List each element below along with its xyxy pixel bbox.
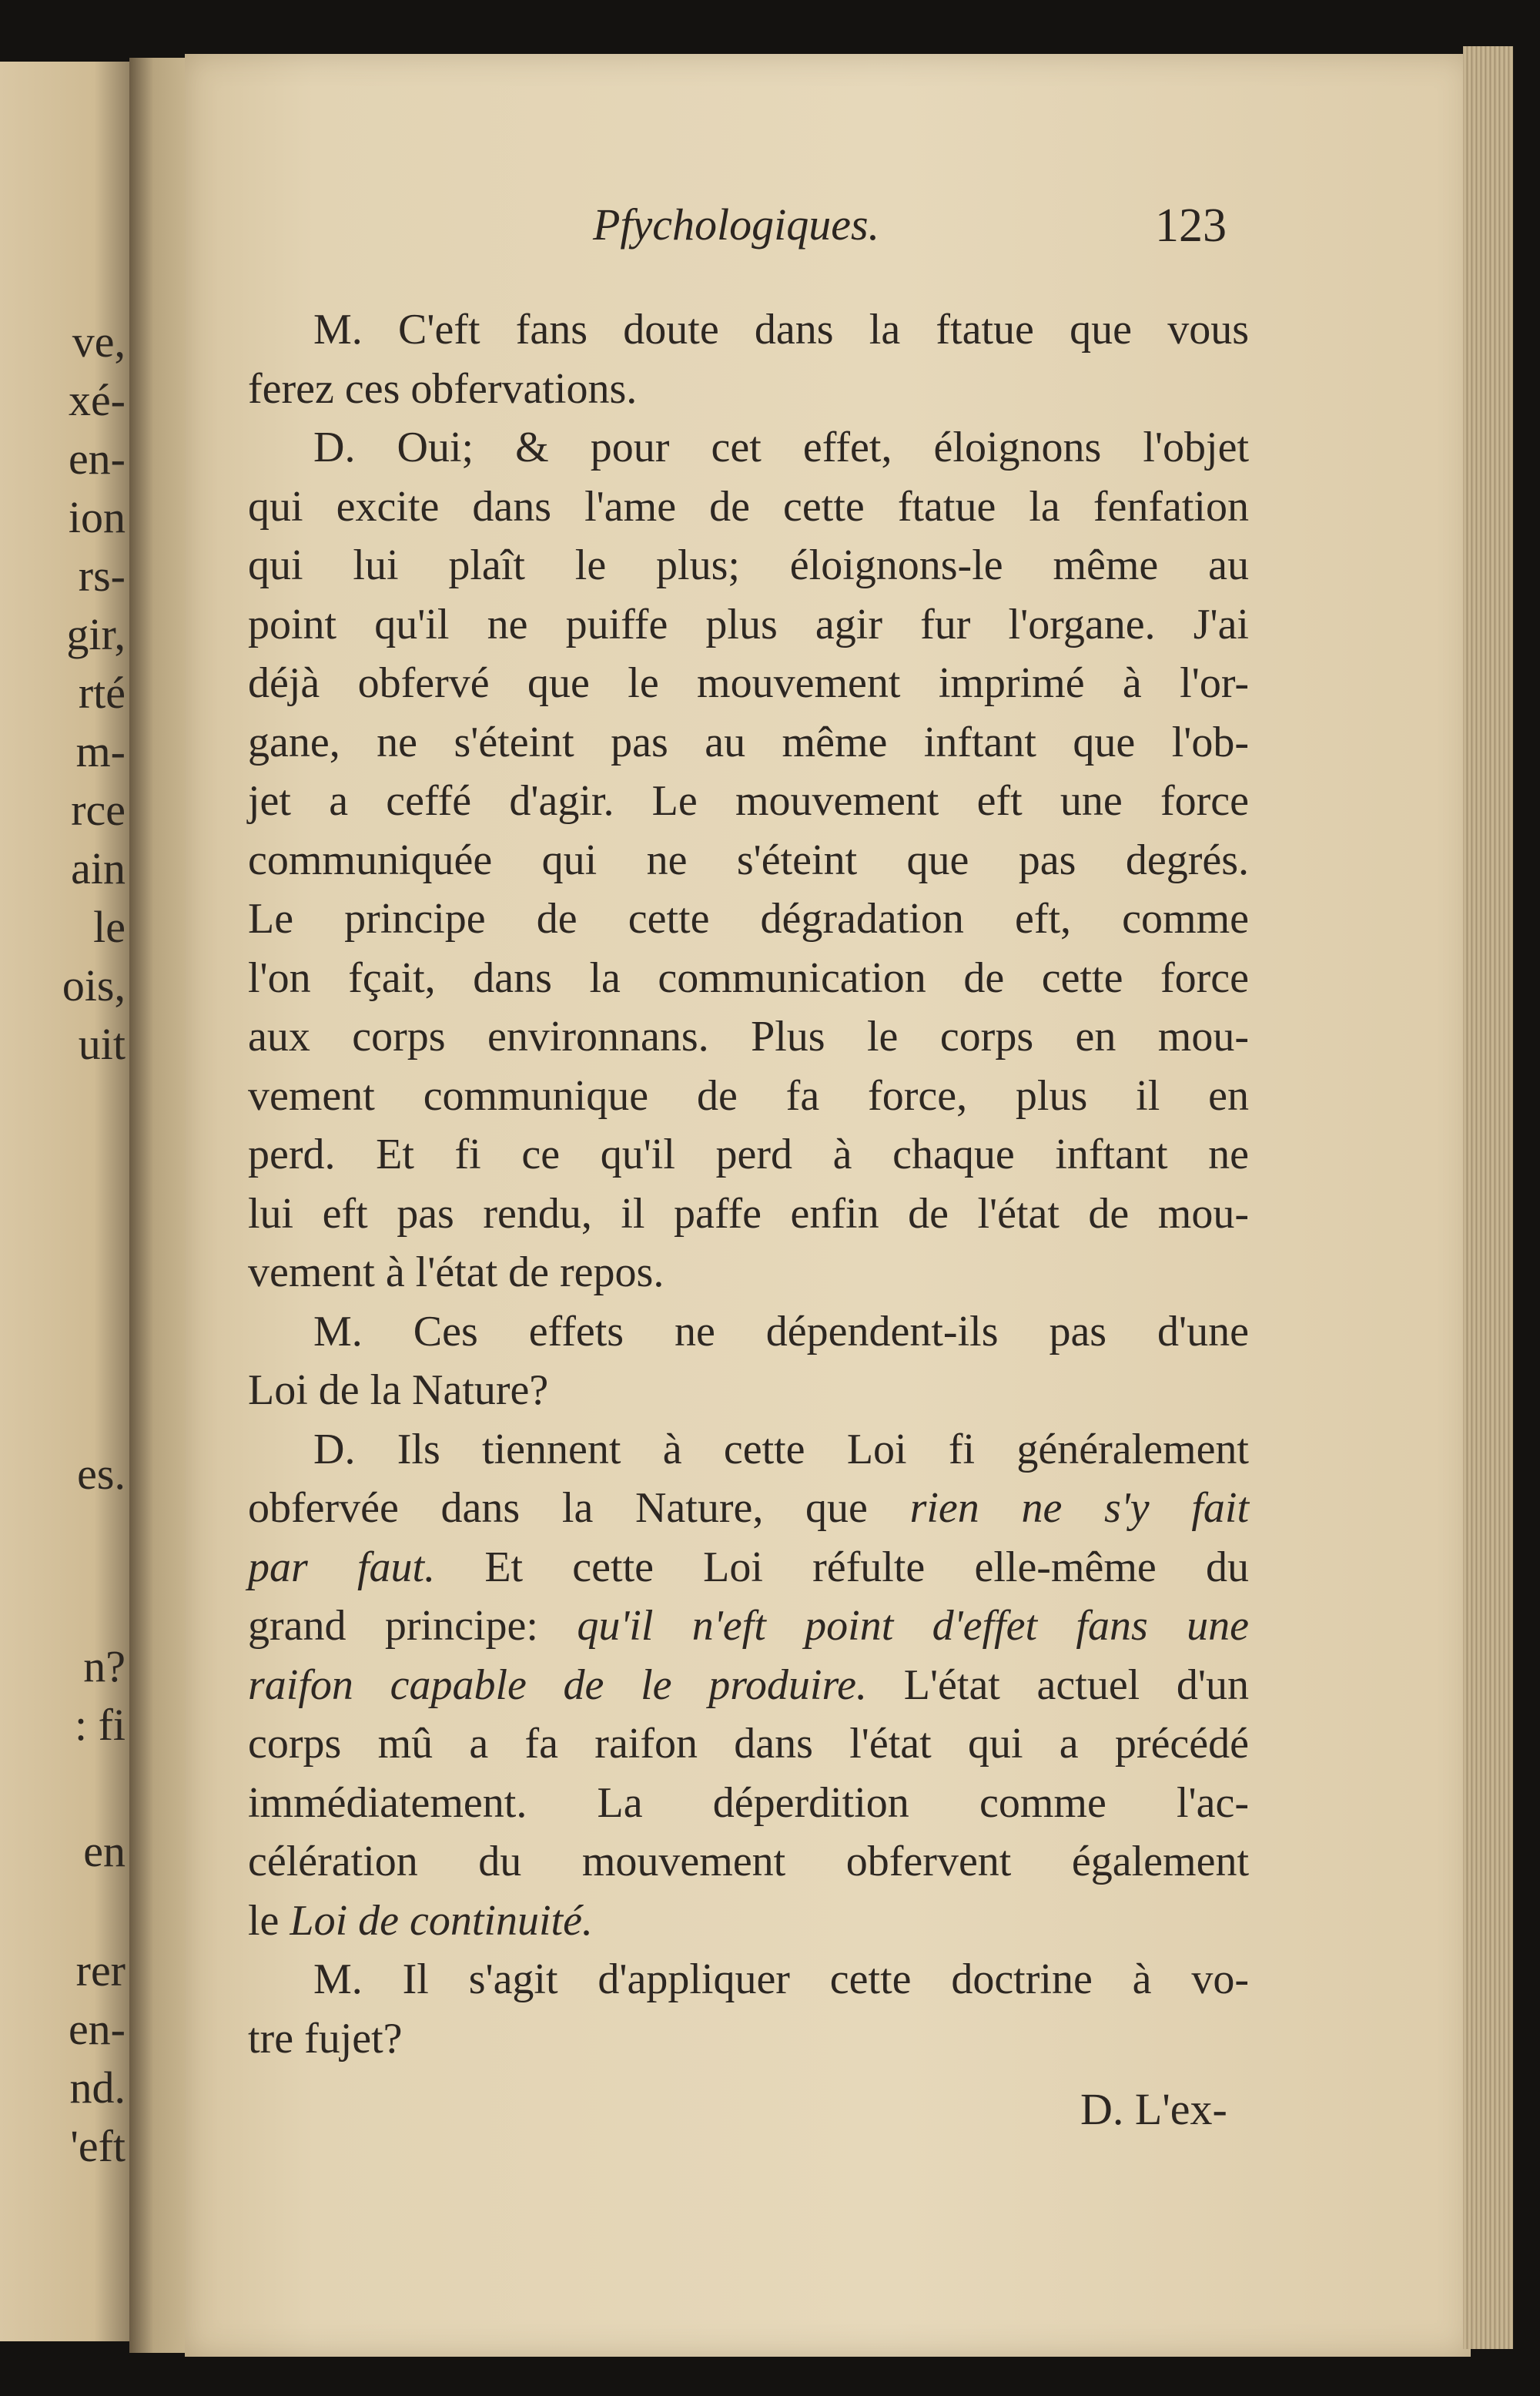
text-segment: L'état actuel d'un (903, 1660, 1250, 1709)
text-line: lui eft pas rendu, il paffe enfin de l'état de mou- (248, 1189, 1249, 1238)
running-title: Pfychologiques. (593, 199, 880, 250)
left-fragment: le (93, 902, 126, 952)
text-line: l'on fçait, dans la communication de cette force (248, 953, 1249, 1002)
left-fragment: en (83, 1826, 126, 1876)
text-line: tre fujet? (248, 2014, 403, 2063)
italic-phrase: rien ne s'y fait (909, 1484, 1249, 1532)
left-fragment: ois, (62, 960, 126, 1010)
text-line: M. Ces effets ne dépendent-ils pas d'une (313, 1307, 1249, 1355)
text-line: point qu'il ne puiffe plus agir fur l'organe. J'ai (248, 600, 1249, 648)
text-line: D. Ils tiennent à cette Loi fi généralement (313, 1425, 1249, 1473)
page-number: 123 (1155, 199, 1227, 252)
left-fragment: ion (68, 492, 126, 542)
left-fragment: rce (71, 785, 126, 835)
text-line: déjà obfervé que le mouvement imprimé à l'or- (248, 659, 1249, 707)
text-line: gane, ne s'éteint pas au même inftant que l'ob- (248, 718, 1249, 766)
left-fragment: en- (68, 434, 126, 484)
text-line (248, 1538, 1249, 1597)
text-line (248, 1479, 1249, 1538)
left-fragment: en- (68, 2004, 126, 2054)
text-line: immédiatement. La déperdition comme l'ac- (248, 1778, 1249, 1827)
text-segment: le (248, 1896, 280, 1945)
left-fragment: 'eft (70, 2121, 126, 2171)
text-segment: Et cette Loi réfulte elle-même du (484, 1543, 1249, 1591)
text-line (248, 1656, 1249, 1715)
text-line: ferez ces obfervations. (248, 364, 638, 413)
text-line: M. C'eft fans doute dans la ftatue que vous (313, 306, 1249, 354)
text-line (248, 1892, 1249, 1951)
left-fragment: gir, (66, 609, 126, 659)
left-fragment: rs- (78, 551, 126, 601)
text-line (248, 1597, 1249, 1656)
text-line: perd. Et fi ce qu'il perd à chaque inftant ne (248, 1131, 1249, 1178)
body-text (248, 300, 1249, 2068)
text-line: aux corps environnans. Plus le corps en mou- (248, 1013, 1249, 1061)
facing-page-fragment (0, 62, 135, 2341)
left-fragment: : fi (74, 1700, 126, 1750)
page-edge (1463, 46, 1513, 2349)
left-fragment: ain (71, 843, 126, 893)
left-fragment: uit (78, 1019, 126, 1069)
left-fragment: es. (77, 1449, 126, 1499)
text-line: M. Il s'agit d'appliquer cette doctrine à vo- (313, 1955, 1249, 2003)
text-line: vement communique de fa force, plus il en (248, 1071, 1249, 1120)
text-line: qui excite dans l'ame de cette ftatue la fenfation (248, 482, 1249, 531)
text-line: jet a ceffé d'agir. Le mouvement eft une force (248, 777, 1249, 825)
text-line: célération du mouvement obfervent également (248, 1838, 1249, 1885)
text-line: qui lui plaît le plus; éloignons-le même au (248, 541, 1249, 589)
left-fragment: ve, (72, 317, 126, 367)
italic-phrase: Loi de continuité. (290, 1896, 593, 1945)
italic-phrase: qu'il n'eft point d'effet fans une (577, 1602, 1250, 1650)
left-fragment: n? (83, 1641, 126, 1691)
text-line: Le principe de cette dégradation eft, comme (248, 895, 1249, 943)
italic-phrase: par faut. (248, 1543, 436, 1591)
catchword: D. L'ex- (1080, 2084, 1227, 2134)
left-fragment: rté (78, 668, 126, 718)
text-line: communiquée qui ne s'éteint que pas degrés. (248, 836, 1249, 884)
text-segment: obfervée dans la Nature, que (248, 1484, 868, 1532)
text-segment: grand principe: (248, 1602, 538, 1650)
left-fragment: xé- (68, 375, 126, 425)
left-fragment: m- (75, 726, 126, 776)
text-line: D. Oui; & pour cet effet, éloignons l'objet (313, 424, 1249, 471)
text-line: Loi de la Nature? (248, 1366, 549, 1414)
left-fragment: rer (75, 1945, 126, 1996)
text-line: vement à l'état de repos. (248, 1248, 665, 1296)
text-line: corps mû a fa raifon dans l'état qui a précédé (248, 1720, 1249, 1768)
left-fragment: nd. (69, 2063, 126, 2113)
italic-phrase: raifon capable de le produire. (248, 1660, 868, 1709)
